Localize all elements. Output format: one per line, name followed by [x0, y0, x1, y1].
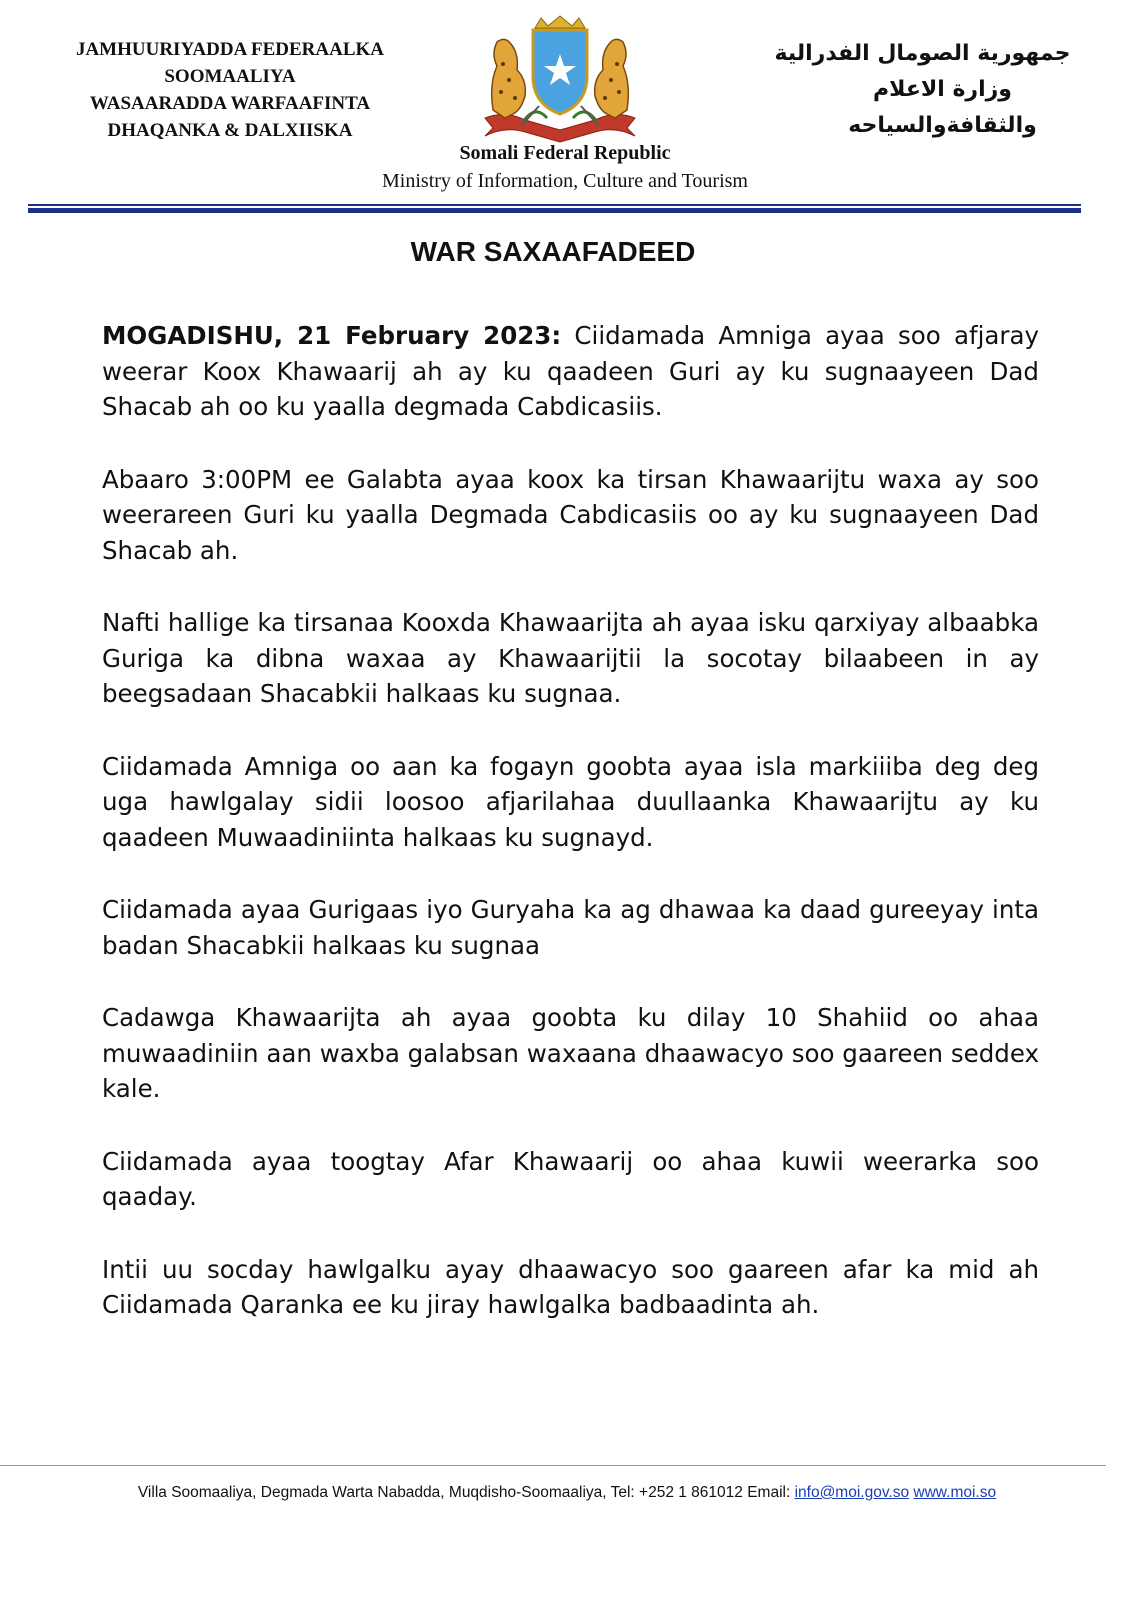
footer: [0, 1484, 1130, 1502]
press-release-body: [102, 318, 1039, 1360]
document-title: WAR SAXAAFADEED: [410, 236, 696, 267]
letterhead-line: والثقافةوالسياحه: [848, 113, 1037, 138]
paragraph: Intii uu socday hawlgalku ayay dhaawacyo soo gaareen afar ka mid ah Ciidamada Qaranka ee ku jiray hawlgalka badbaadinta ah.: [102, 1254, 1039, 1319]
paragraph: Ciidamada Amniga oo aan ka fogayn goobta ayaa isla markiiiba deg deg uga hawlgalay sidii loosoo afjarilahaa duullaanka Khawaarijtu ay ku qaadeen Muwaadiniinta halkaas ku sugnayd.: [102, 751, 1039, 852]
ministry-name: Ministry of Information, Culture and Tourism: [382, 170, 748, 192]
somali-coat-of-arms-icon: [475, 14, 645, 144]
letterhead-line: DHAQANKA & DALXIISKA: [107, 120, 353, 141]
email-link[interactable]: info@moi.gov.so: [794, 1484, 910, 1501]
paragraph: [102, 318, 1039, 425]
paragraph: Cadawga Khawaarijta ah ayaa goobta ku dilay 10 Shahiid oo ahaa muwaadiniin aan waxba galabsan waxaana dhaawacyo soo gaareen seddex kale.: [102, 1003, 1039, 1103]
paragraph: Ciidamada ayaa Gurigaas iyo Guryaha ka ag dhawaa ka daad gureeyay inta badan Shacabkii halkaas ku sugnaa: [102, 895, 1039, 960]
header-divider: [28, 208, 1081, 213]
footer-divider: [0, 1465, 1106, 1466]
website-link[interactable]: www.moi.so: [913, 1484, 997, 1501]
letterhead-line: JAMHUURIYADDA FEDERAALKA: [75, 39, 385, 60]
letterhead-line: SOOMAALIYA: [164, 66, 296, 87]
letterhead-center: [330, 140, 800, 196]
letterhead-line: WASAARADDA WARFAAFINTA: [89, 93, 371, 114]
letterhead-line: جمهورية الصومال الفدرالية: [774, 41, 1071, 66]
letterhead: [0, 0, 1130, 215]
dateline: MOGADISHU, 21 February 2023:: [102, 321, 562, 350]
header-divider: [28, 204, 1081, 206]
republic-name: Somali Federal Republic: [459, 142, 671, 164]
paragraph-text: Ciidamada Amniga ayaa soo afjaray weerar Koox Khawaarij ah ay ku qaadeen Guri ay ku sugnaayeen Dad Shacab ah oo ku yaalla degmada Cabdicasiis.: [102, 321, 1039, 421]
paragraph: Abaaro 3:00PM ee Galabta ayaa koox ka tirsan Khawaarijtu waxa ay soo weerareen Guri ku yaalla Degmada Cabdicasiis oo ay ku sugnaayeen Dad Shacab ah.: [102, 464, 1039, 565]
footer-address: Villa Soomaaliya, Degmada Warta Nabadda, Muqdisho-Soomaaliya, Tel: +252 1 861012 Email:: [137, 1484, 795, 1501]
letterhead-somali-text: [40, 36, 420, 144]
paragraph: Ciidamada ayaa toogtay Afar Khawaarij oo ahaa kuwii weerarka soo qaaday.: [102, 1146, 1039, 1211]
letterhead-line: وزارة الاعلام: [873, 77, 1012, 102]
letterhead-arabic-text: [745, 36, 1100, 144]
paragraph: Nafti hallige ka tirsanaa Kooxda Khawaarijta ah ayaa isku qarxiyay albaabka Guriga ka dibna waxaa ay Khawaarijtii la socotay bilaabeen in ay beegsadaan Shacabkii halkaas ku sugnaa.: [102, 608, 1039, 708]
